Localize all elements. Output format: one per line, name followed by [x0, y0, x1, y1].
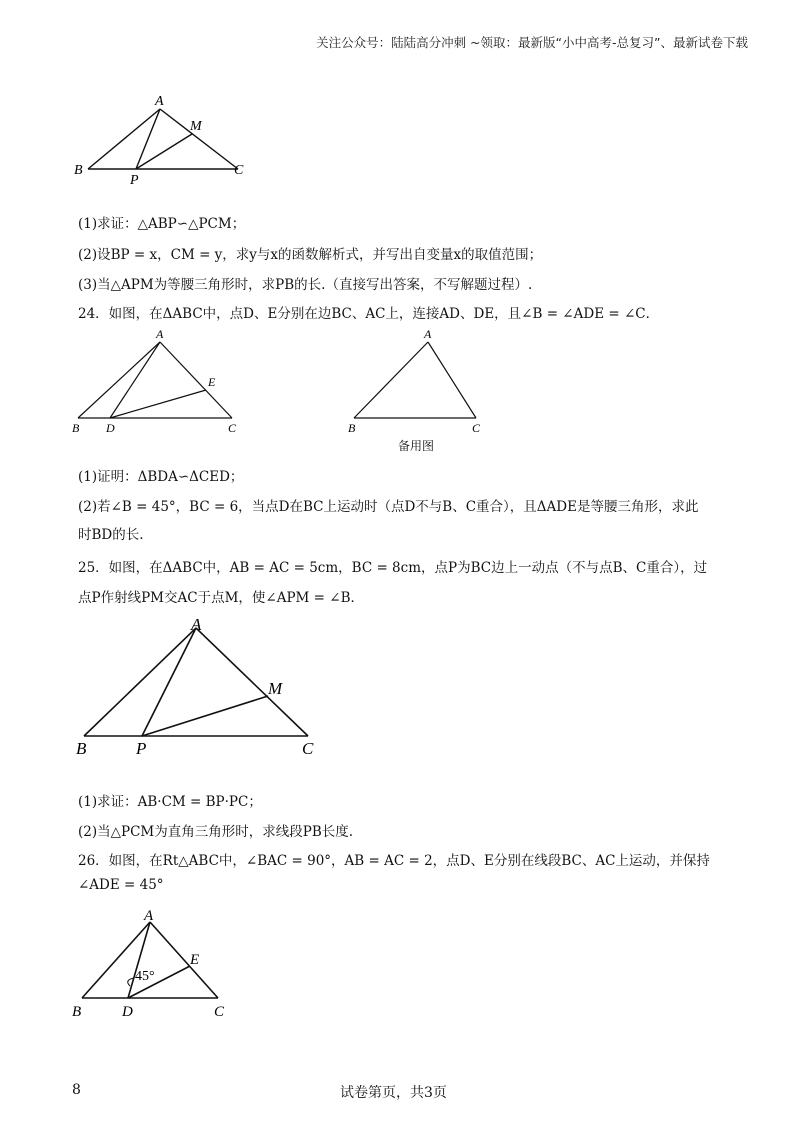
q23-part2: (2)设BP = x，CM = y，求y与x的函数解析式，并写出自变量x的取值范围； [78, 247, 543, 263]
spare-figure-label: 备用图 [398, 439, 435, 453]
label-C: C [214, 1004, 225, 1020]
page-number: 8 [72, 1082, 81, 1098]
q24-part2a: (2)若∠B = 45°，BC = 6，当点D在BC上运动时（点D不与B、C重合），且ΔADE是等腰三角形，求此 [78, 499, 699, 515]
q24-part1: (1)证明：ΔBDA∽ΔCED； [78, 469, 244, 485]
label-B: B [72, 421, 80, 435]
q25-stem-a: 25．如图，在ΔABC中，AB = AC = 5cm，BC = 8cm，点P为BC边上一动点（不与点B、C重合），过 [78, 560, 708, 576]
label-E: E [190, 952, 200, 968]
label-D: D [106, 421, 115, 435]
figure-q25 [70, 612, 330, 762]
q25-part1: (1)求证：AB·CM = BP·PC； [78, 794, 262, 810]
figure-q26 [68, 904, 238, 1024]
label-A: A [191, 615, 202, 634]
q26-stem-a: 26．如图，在Rt△ABC中，∠BAC = 90°，AB = AC = 2，点D、E分别在线段BC、AC上运动，并保持 [78, 853, 710, 869]
label-B: B [72, 1004, 82, 1020]
page-footer: 试卷第页，共3页 [340, 1085, 447, 1101]
label-C: C [302, 739, 314, 758]
label-B: B [74, 163, 83, 178]
q24-part2b: 时BD的长. [78, 527, 144, 543]
q26-stem-b: ∠ADE = 45° [78, 877, 164, 893]
angle-45-label: 45° [135, 969, 155, 984]
label-A: A [155, 94, 164, 109]
q24-stem: 24．如图，在ΔABC中，点D、E分别在边BC、AC上，连接AD、DE，且∠B = ∠ADE = ∠C． [78, 306, 660, 322]
label-C: C [472, 421, 481, 435]
page-header: 关注公众号：陆陆高分冲刺 ~领取：最新版“小中高考-总复习”、最新试卷下载 [316, 35, 748, 50]
label-A: A [144, 908, 154, 924]
label-D: D [122, 1004, 133, 1020]
label-A: A [424, 327, 432, 341]
label-B: B [76, 739, 87, 758]
label-M: M [268, 679, 283, 698]
label-C: C [234, 163, 244, 178]
label-P: P [130, 173, 139, 187]
label-P: P [136, 739, 147, 758]
q23-part3: (3)当△APM为等腰三角形时，求PB的长.（直接写出答案，不写解题过程）. [78, 277, 533, 293]
label-C: C [228, 421, 237, 435]
q23-part1: (1)求证：△ABP∽△PCM； [78, 216, 246, 232]
q25-part2: (2)当△PCM为直角三角形时，求线段PB长度. [78, 824, 354, 840]
label-A: A [156, 327, 164, 341]
label-E: E [208, 375, 216, 389]
figure-q24-spare [342, 326, 492, 436]
q25-stem-b: 点P作射线PM交AC于点M，使∠APM = ∠B． [78, 590, 364, 606]
figure-q23 [70, 92, 260, 187]
label-M: M [190, 119, 202, 134]
label-B: B [348, 421, 356, 435]
figure-q24 [68, 326, 248, 436]
